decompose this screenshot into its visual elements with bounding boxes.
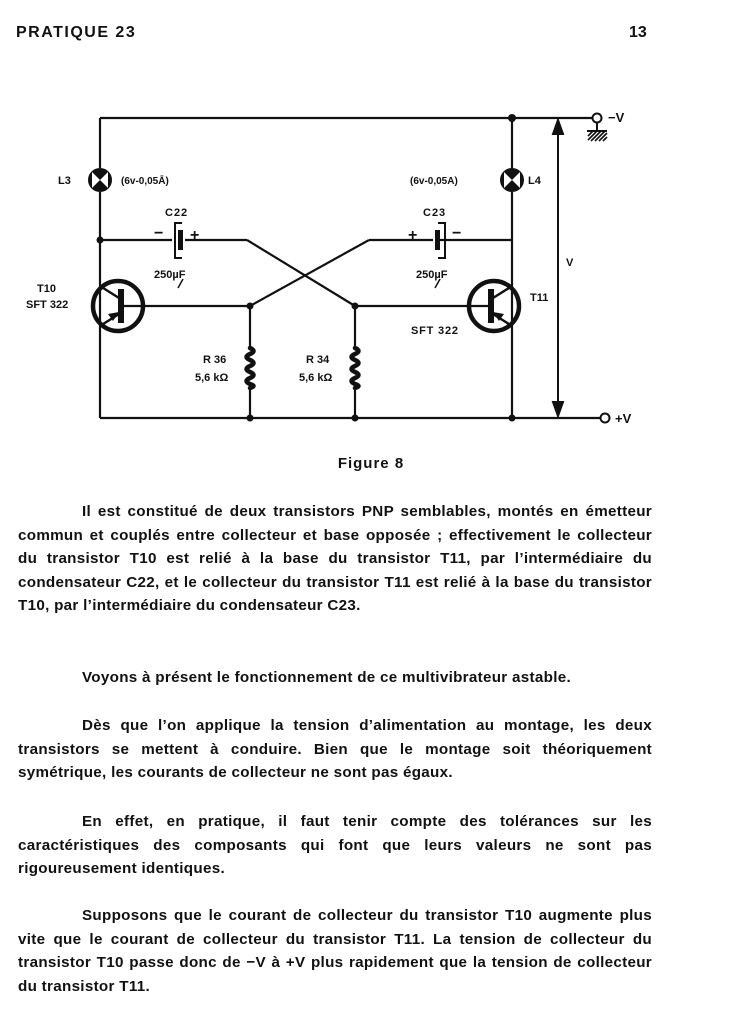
label-r34: R 34 [306, 354, 330, 366]
label-c22: C22 [165, 207, 189, 219]
paragraph-3-text: Dès que l’on applique la tension d’alimentation au montage, les deux transistors se mettent à conduire. Bien que le montage soit théoriquement symétrique, les courants de collecteur ne sont pas égaux. [18, 717, 652, 781]
paragraph-5 [18, 904, 652, 998]
label-t11: T11 [530, 292, 549, 304]
paragraph-1 [18, 500, 652, 618]
c22-minus-sign: − [154, 225, 164, 242]
junction-dot [247, 303, 254, 310]
label-minus-v: −V [608, 110, 625, 125]
label-l4: L4 [528, 175, 541, 187]
junction-dot [352, 303, 359, 310]
resistor-r36-icon [247, 348, 254, 388]
label-t11-type: SFT 322 [411, 325, 459, 337]
label-t10: T10 [37, 283, 56, 295]
paragraph-2-text: Voyons à présent le fonctionnement de ce multivibrateur astable. [82, 669, 572, 686]
capacitor-c22-icon [175, 223, 183, 258]
cross-wire-2 [250, 240, 369, 306]
c23-minus-sign: − [452, 225, 462, 242]
paragraph-3 [18, 714, 652, 785]
transistor-t10-icon [93, 281, 148, 331]
label-plus-v: +V [615, 411, 632, 426]
c22-plus-sign: + [190, 227, 200, 244]
label-c23-value: 250µF [416, 269, 448, 281]
paragraph-2 [18, 666, 652, 690]
paragraph-5-text: Supposons que le courant de collecteur du transistor T10 augmente plus vite que le courant de collecteur du transistor T11. La tension de collecteur du transistor T10 passe donc de −V à +V plus rapidement que la tension de collecteur du transistor T11. [18, 907, 652, 995]
junction-dot [247, 415, 254, 422]
junction-dot [97, 237, 104, 244]
minus-v-terminal [593, 114, 602, 123]
junction-dot [508, 114, 516, 122]
label-t10-type: SFT 322 [26, 299, 69, 311]
plus-v-terminal [601, 414, 610, 423]
paragraph-1-text: Il est constitué de deux transistors PNP semblables, montés en émetteur commun et couplés entre collecteur et base opposée ; effectivement le collecteur du transistor T10 est relié à la base du transistor T11, par l’intermédiaire du condensateur C22, et le collecteur du transistor T11 est relié à la base du transistor T10, par l’intermédiaire du condensateur C23. [18, 503, 652, 614]
lamp-l3-icon [88, 168, 112, 192]
label-r36-value: 5,6 kΩ [195, 372, 229, 384]
label-l3: L3 [58, 175, 71, 187]
label-l3-rating: (6v-0,05Ā) [121, 176, 169, 187]
astable-multivibrator-schematic [0, 90, 742, 450]
paragraph-4 [18, 810, 652, 881]
c23-plus-sign: + [408, 227, 418, 244]
junction-dot [509, 415, 516, 422]
label-l4-rating: (6v-0,05A) [410, 176, 458, 187]
ground-icon [587, 123, 607, 141]
label-c23: C23 [423, 207, 447, 219]
junction-dot [352, 415, 359, 422]
label-c22-value: 250µF [154, 269, 186, 281]
voltage-arrow [553, 120, 563, 416]
label-r34-value: 5,6 kΩ [299, 372, 333, 384]
resistor-r34-icon [352, 348, 359, 388]
label-v: V [566, 257, 574, 269]
lamp-l4-icon [500, 168, 524, 192]
label-r36: R 36 [203, 354, 227, 366]
figure-caption: Figure 8 [337, 455, 405, 472]
cross-wire-1 [247, 240, 355, 306]
paragraph-4-text: En effet, en pratique, il faut tenir compte des tolérances sur les caractéristiques des composants qui font que leurs valeurs ne sont pas rigoureusement identiques. [18, 813, 652, 877]
running-header-title: PRATIQUE 23 [16, 24, 137, 41]
page-number: 13 [629, 24, 647, 41]
